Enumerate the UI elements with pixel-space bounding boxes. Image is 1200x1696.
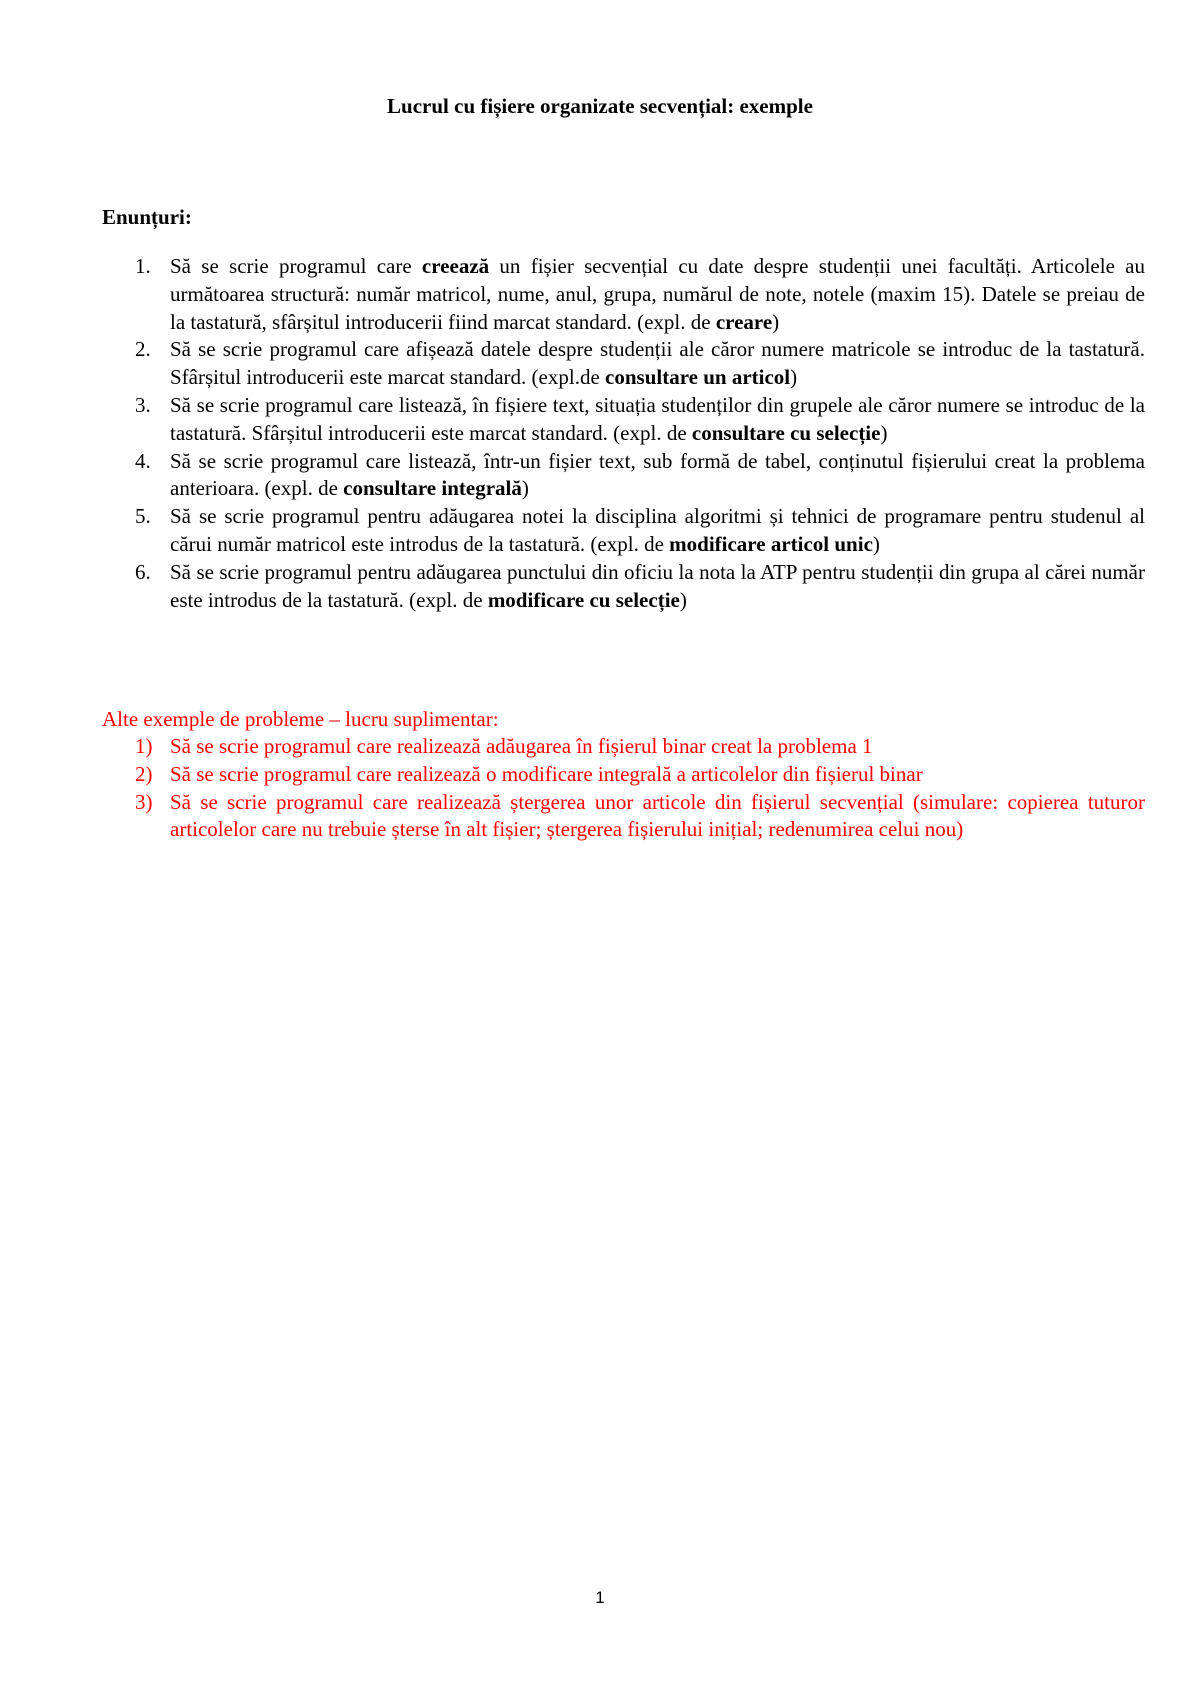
item-bold-text: creare	[715, 309, 773, 334]
item-number: 4.	[135, 448, 151, 473]
exercise-list	[102, 253, 1145, 614]
list-item	[102, 789, 1145, 845]
item-number: 3)	[135, 789, 153, 814]
item-text: Să se scrie programul pentru adăugarea punctului din oficiu la nota la ATP pentru studenții din grupa al cărei număr este introdus de la tastatură. (expl. de	[170, 559, 1145, 612]
item-text: )	[772, 309, 780, 334]
item-text: Să se scrie programul care realizează adăugarea în fișierul binar creat la problema 1	[170, 734, 873, 758]
item-bold-text: consultare cu selecție	[691, 420, 881, 445]
item-text: )	[679, 587, 687, 612]
item-text: Să se scrie programul care realizează ștergerea unor articole din fișierul secvențial (simulare: copierea tuturor articolelor care nu trebuie șterse în alt fișier; ștergerea fișierului inițial; redenumirea celui nou)	[170, 789, 1145, 842]
section-heading: Enunțuri:	[102, 205, 192, 229]
item-number: 5.	[135, 504, 151, 529]
item-bold-text: modificare cu selecție	[487, 587, 680, 612]
item-text: Să se scrie programul care realizează o modificare integrală a articolelor din fișierul binar	[170, 761, 923, 786]
item-text: )	[880, 420, 888, 445]
item-number: 1.	[135, 254, 151, 278]
item-text: )	[790, 365, 798, 390]
page-number: 1	[595, 1588, 605, 1607]
list-item	[102, 253, 1145, 336]
list-item	[102, 559, 1145, 615]
document-title: Lucrul cu fișiere organizate secvențial: exemple	[387, 94, 813, 118]
item-number: 2)	[135, 761, 153, 786]
list-item	[102, 336, 1145, 392]
item-text: Să se scrie programul care listează, într-un fișier text, sub formă de tabel, conținutul fișierului creat la problema anterioara. (expl. de	[170, 448, 1145, 501]
list-item	[102, 448, 1145, 504]
item-number: 3.	[135, 392, 151, 417]
list-item	[102, 733, 1145, 761]
item-text: Să se scrie programul pentru adăugarea notei la disciplina algoritmi și tehnici de programare pentru studenul al cărui număr matricol este introdus de la tastatură. (expl. de	[170, 504, 1145, 556]
item-text: un fișier secvențial cu date despre studenții unei facultăți. Articolele au următoarea structură: număr matricol, nume, anul, grupa, numărul de note, notele (maxim 15). Datele se preiau de la tastatură, sfârșitul introducerii fiind marcat standard. (expl. de	[170, 254, 1145, 334]
extra-exercise-list	[102, 733, 1145, 844]
item-text: )	[872, 531, 880, 556]
item-text: )	[521, 476, 529, 501]
extra-heading: Alte exemple de probleme – lucru suplimentar:	[102, 707, 499, 731]
item-number: 1)	[135, 734, 153, 758]
list-item	[102, 761, 1145, 789]
item-bold-text: consultare un articol	[605, 365, 791, 390]
list-item	[102, 392, 1145, 448]
item-number: 6.	[135, 559, 151, 584]
item-bold-text: modificare articol unic	[669, 531, 873, 556]
item-bold-text: consultare integrală	[343, 476, 522, 501]
item-bold-text: creează	[421, 254, 490, 278]
item-text: Să se scrie programul care listează, în fișiere text, situația studenților din grupele ale căror numere se introduc de la tastatură. Sfârșitul introducerii este marcat standard. (expl. de	[170, 392, 1145, 445]
list-item	[102, 503, 1145, 559]
item-number: 2.	[135, 337, 151, 362]
item-text: Să se scrie programul care afișează datele despre studenții ale căror numere matricole se introduc de la tastatură. Sfârșitul introducerii este marcat standard. (expl.de	[170, 337, 1145, 390]
item-text: Să se scrie programul care	[170, 254, 422, 278]
